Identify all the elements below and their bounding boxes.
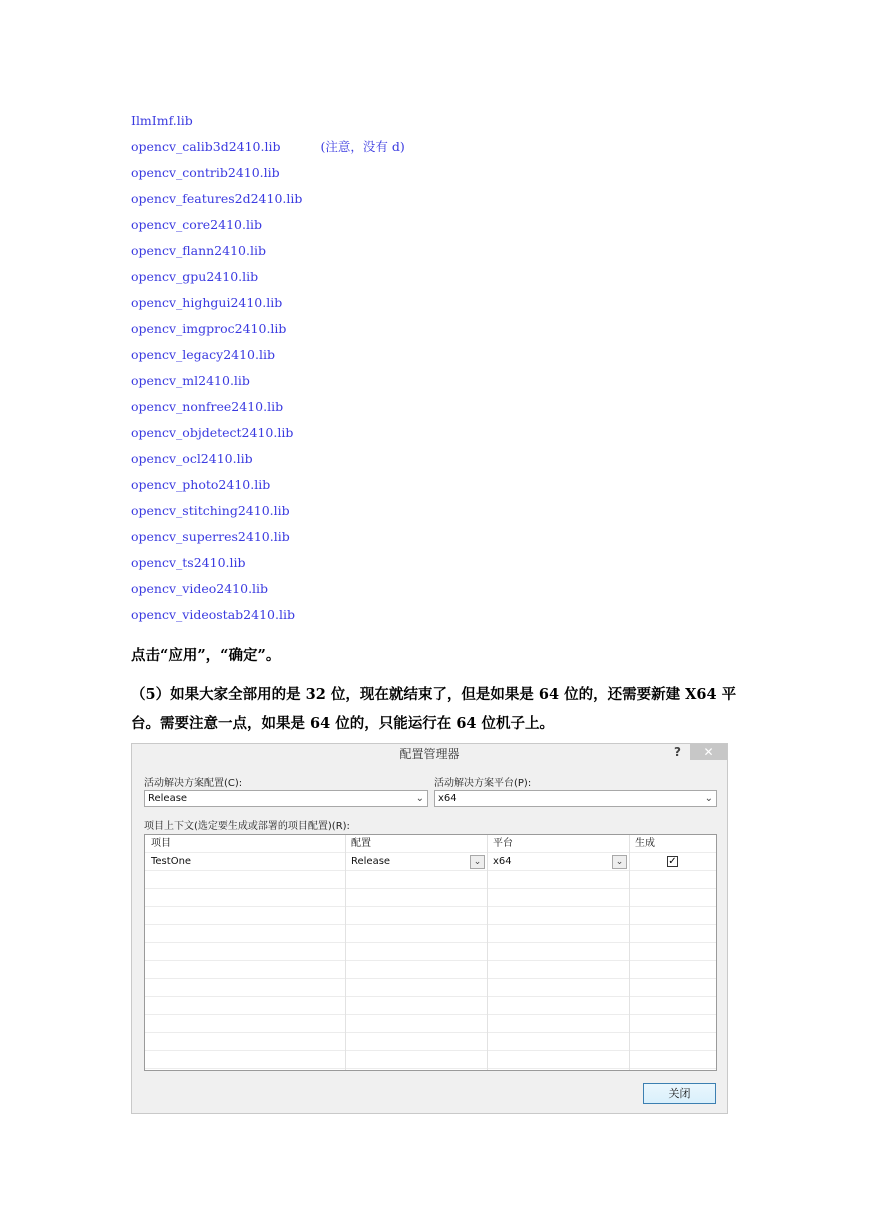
- lib-name: opencv_ocl2410.lib: [131, 451, 253, 466]
- lib-item: [131, 320, 405, 346]
- build-checkbox[interactable]: ✓: [668, 856, 677, 867]
- empty-row: [145, 1033, 716, 1051]
- lib-note: (注意，没有 d): [320, 139, 405, 154]
- column-project[interactable]: 项目: [151, 838, 171, 849]
- x64-platform-paragraph: （5）如果大家全部用的是 32 位，现在就结束了，但是如果是 64 位的，还需要新建 X64 平台。需要注意一点，如果是 64 位的，只能运行在 64 位机子上。: [131, 686, 737, 732]
- lib-list: [131, 112, 405, 632]
- lib-item: [131, 164, 405, 190]
- lib-item: [131, 398, 405, 424]
- lib-name: opencv_legacy2410.lib: [131, 347, 275, 362]
- empty-row: [145, 997, 716, 1015]
- empty-row: [145, 979, 716, 997]
- lib-item: [131, 450, 405, 476]
- configuration-manager-dialog: [131, 743, 728, 1114]
- active-config-value: Release: [148, 793, 188, 804]
- column-build[interactable]: 生成: [635, 838, 655, 849]
- lib-item: [131, 242, 405, 268]
- help-icon[interactable]: ?: [674, 745, 681, 759]
- column-config[interactable]: 配置: [351, 838, 371, 849]
- lib-item: [131, 606, 405, 632]
- row-config-value: Release: [351, 856, 391, 867]
- dialog-title: 配置管理器: [399, 747, 460, 761]
- chevron-down-icon: ⌄: [415, 793, 424, 804]
- project-context-label: 项目上下文(选定要生成或部署的项目配置)(R):: [144, 821, 350, 832]
- lib-item: [131, 268, 405, 294]
- lib-name: opencv_nonfree2410.lib: [131, 399, 284, 414]
- lib-item: [131, 372, 405, 398]
- lib-item: [131, 476, 405, 502]
- apply-ok-paragraph: 点击“应用”，“确定”。: [131, 647, 281, 664]
- empty-row: [145, 943, 716, 961]
- empty-row: [145, 907, 716, 925]
- column-divider: [487, 835, 488, 1070]
- lib-name: opencv_flann2410.lib: [131, 243, 266, 258]
- column-divider: [629, 835, 630, 1070]
- lib-name: opencv_core2410.lib: [131, 217, 262, 232]
- lib-name: opencv_calib3d2410.lib: [131, 139, 281, 154]
- project-name: TestOne: [151, 856, 192, 867]
- column-platform[interactable]: 平台: [493, 838, 513, 849]
- active-platform-select[interactable]: [434, 790, 717, 807]
- active-config-select[interactable]: [144, 790, 428, 807]
- lib-name: opencv_videostab2410.lib: [131, 607, 295, 622]
- lib-item: [131, 138, 405, 164]
- lib-name: opencv_contrib2410.lib: [131, 165, 280, 180]
- active-platform-value: x64: [438, 793, 457, 804]
- lib-item: [131, 580, 405, 606]
- lib-name: opencv_stitching2410.lib: [131, 503, 290, 518]
- lib-name: opencv_highgui2410.lib: [131, 295, 283, 310]
- empty-row: [145, 1051, 716, 1069]
- lib-name: opencv_superres2410.lib: [131, 529, 290, 544]
- row-config-dropdown[interactable]: ⌄: [470, 855, 485, 869]
- lib-item: [131, 502, 405, 528]
- empty-row: [145, 871, 716, 889]
- lib-name: opencv_ts2410.lib: [131, 555, 246, 570]
- close-icon[interactable]: ✕: [690, 744, 727, 760]
- chevron-down-icon: ⌄: [704, 793, 713, 804]
- lib-name: opencv_video2410.lib: [131, 581, 269, 596]
- close-button[interactable]: 关闭: [643, 1083, 716, 1104]
- lib-item: [131, 528, 405, 554]
- row-platform-value: x64: [493, 856, 512, 867]
- project-context-grid: [144, 834, 717, 1071]
- active-platform-label: 活动解决方案平台(P):: [434, 778, 532, 789]
- lib-name: opencv_ml2410.lib: [131, 373, 250, 388]
- lib-name: IlmImf.lib: [131, 113, 193, 128]
- column-divider: [345, 835, 346, 1070]
- lib-item: [131, 424, 405, 450]
- lib-item: [131, 294, 405, 320]
- grid-header-row: [145, 835, 716, 853]
- empty-row: [145, 961, 716, 979]
- empty-row: [145, 889, 716, 907]
- active-config-label: 活动解决方案配置(C):: [144, 778, 243, 789]
- lib-name: opencv_gpu2410.lib: [131, 269, 259, 284]
- lib-item: [131, 216, 405, 242]
- lib-item: [131, 554, 405, 580]
- empty-row: [145, 1015, 716, 1033]
- empty-row: [145, 925, 716, 943]
- lib-item: [131, 190, 405, 216]
- lib-name: opencv_imgproc2410.lib: [131, 321, 287, 336]
- lib-name: opencv_photo2410.lib: [131, 477, 271, 492]
- lib-item: [131, 346, 405, 372]
- lib-name: opencv_features2d2410.lib: [131, 191, 303, 206]
- lib-name: opencv_objdetect2410.lib: [131, 425, 294, 440]
- table-row[interactable]: [145, 853, 716, 871]
- lib-item: [131, 112, 405, 138]
- row-platform-dropdown[interactable]: ⌄: [612, 855, 627, 869]
